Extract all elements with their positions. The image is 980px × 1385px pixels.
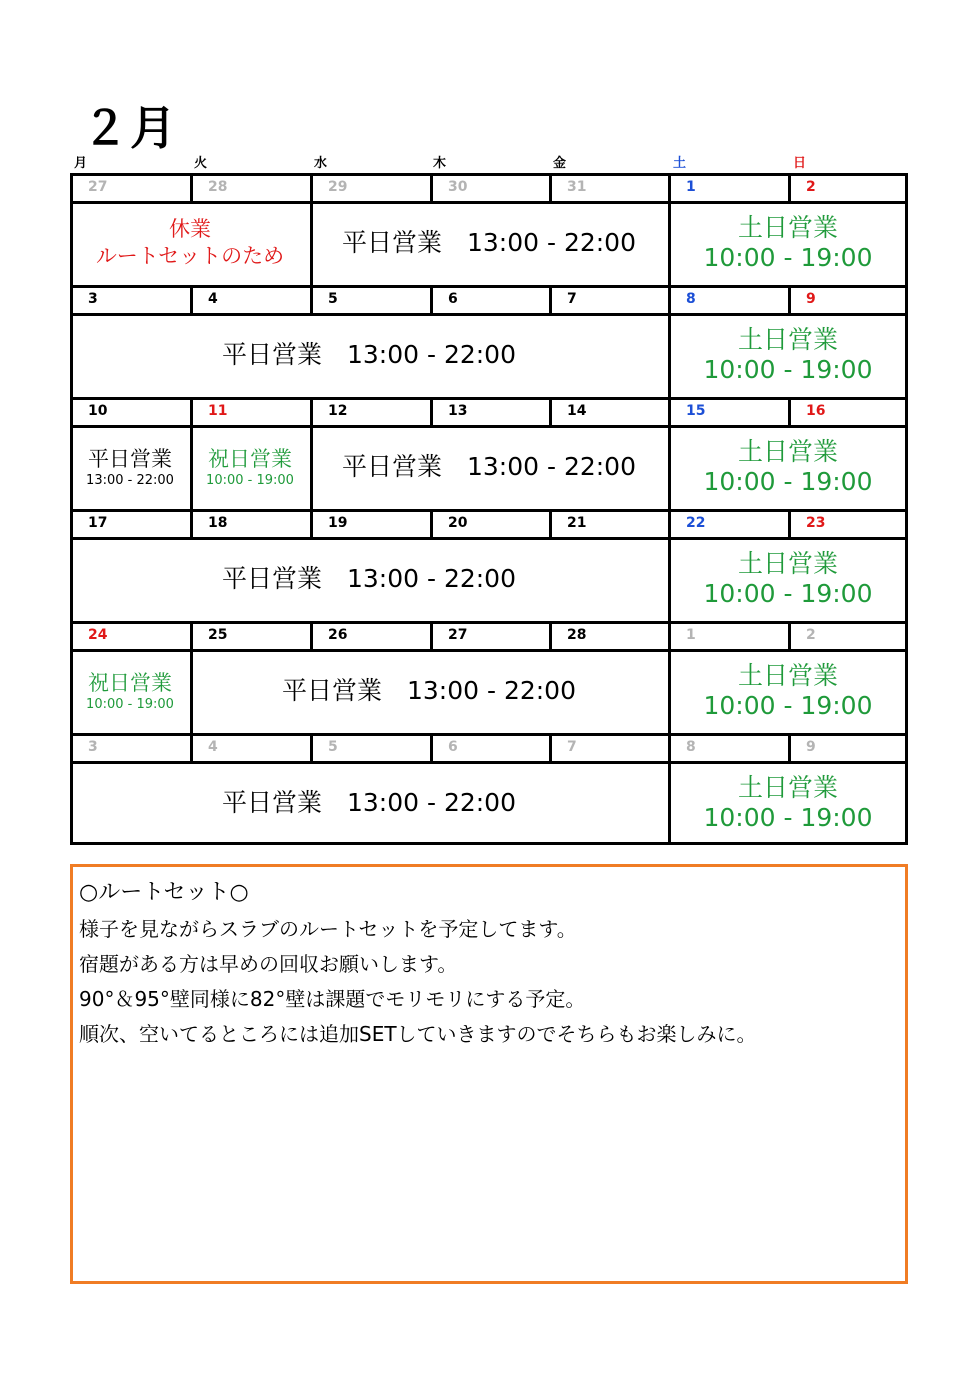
grid-line xyxy=(430,733,433,761)
date-number: 1 xyxy=(686,179,696,195)
schedule-hours: 10:00 - 19:00 xyxy=(703,579,873,608)
grid-line xyxy=(905,537,908,621)
date-number: 21 xyxy=(567,515,587,531)
date-number: 30 xyxy=(448,179,468,195)
grid-line xyxy=(788,285,791,313)
date-number: 5 xyxy=(328,291,338,307)
grid-line xyxy=(668,509,671,537)
grid-line xyxy=(70,842,908,845)
schedule-label: 土日営業 xyxy=(737,437,838,466)
grid-line xyxy=(905,509,908,537)
grid-line xyxy=(70,537,73,621)
schedule-block xyxy=(668,537,908,621)
grid-line xyxy=(430,397,433,425)
date-number: 31 xyxy=(567,179,587,195)
date-number: 13 xyxy=(448,403,468,419)
date-number: 23 xyxy=(806,515,826,531)
date-number: 22 xyxy=(686,515,706,531)
grid-line xyxy=(190,285,193,313)
schedule-block xyxy=(70,201,310,285)
date-number: 6 xyxy=(448,739,458,755)
schedule-block xyxy=(668,313,908,397)
schedule-block xyxy=(310,201,668,285)
date-number: 20 xyxy=(448,515,468,531)
notes-line: 90°＆95°壁同様に82°壁は課題でモリモリにする予定。 xyxy=(79,987,586,1011)
grid-line xyxy=(905,425,908,509)
grid-line xyxy=(668,425,671,509)
grid-line xyxy=(668,733,671,761)
notes-line: 順次、空いてるところには追加SETしていきますのでそちらもお楽しみに。 xyxy=(79,1022,757,1046)
weekday-thu: 木 xyxy=(433,156,447,171)
grid-line xyxy=(310,201,313,285)
grid-line xyxy=(905,621,908,649)
schedule-block xyxy=(70,761,668,845)
date-number: 6 xyxy=(448,291,458,307)
calendar-grid xyxy=(70,173,908,849)
date-number: 4 xyxy=(208,739,218,755)
schedule-label: 土日営業 xyxy=(737,213,838,242)
date-number: 3 xyxy=(88,739,98,755)
grid-line xyxy=(310,285,313,313)
page-title: ２月 xyxy=(82,101,178,155)
grid-line xyxy=(70,397,73,425)
grid-line xyxy=(788,397,791,425)
grid-line xyxy=(668,649,671,733)
date-number: 25 xyxy=(208,627,228,643)
grid-line xyxy=(430,509,433,537)
notes-line: 様子を見ながらスラブのルートセットを予定してます。 xyxy=(79,917,577,941)
date-number: 28 xyxy=(567,627,587,643)
schedule-label: 平日営業 13:00 - 22:00 xyxy=(341,452,636,481)
schedule-block xyxy=(668,761,908,845)
grid-line xyxy=(70,313,73,397)
schedule-block xyxy=(70,425,190,509)
date-number: 14 xyxy=(567,403,587,419)
schedule-hours: 10:00 - 19:00 xyxy=(86,697,174,712)
schedule-label: 土日営業 xyxy=(737,661,838,690)
date-number: 10 xyxy=(88,403,108,419)
grid-line xyxy=(70,509,73,537)
grid-line xyxy=(549,397,552,425)
date-number: 8 xyxy=(686,291,696,307)
grid-line xyxy=(905,285,908,313)
grid-line xyxy=(905,397,908,425)
date-number: 28 xyxy=(208,179,228,195)
schedule-hours: 10:00 - 19:00 xyxy=(703,691,873,720)
date-number: 4 xyxy=(208,291,218,307)
grid-line xyxy=(549,509,552,537)
grid-line xyxy=(190,733,193,761)
grid-line xyxy=(190,425,193,509)
grid-line xyxy=(70,733,73,761)
grid-line xyxy=(310,173,313,201)
grid-line xyxy=(668,201,671,285)
schedule-block xyxy=(190,425,310,509)
grid-line xyxy=(905,761,908,845)
schedule-block xyxy=(70,649,190,733)
grid-line xyxy=(70,201,908,204)
grid-line xyxy=(70,285,73,313)
grid-line xyxy=(668,313,671,397)
date-number: 19 xyxy=(328,515,348,531)
grid-line xyxy=(190,509,193,537)
date-number: 9 xyxy=(806,291,816,307)
grid-line xyxy=(70,621,73,649)
grid-line xyxy=(70,733,908,736)
date-number: 1 xyxy=(686,627,696,643)
notes-line: 宿題がある方は早めの回収お願いします。 xyxy=(79,952,458,976)
grid-line xyxy=(70,313,908,316)
schedule-block xyxy=(310,425,668,509)
grid-line xyxy=(788,509,791,537)
notes-title: ○ルートセット○ xyxy=(79,880,249,905)
grid-line xyxy=(70,649,908,652)
grid-line xyxy=(310,621,313,649)
date-number: 29 xyxy=(328,179,348,195)
schedule-hours: 10:00 - 19:00 xyxy=(703,467,873,496)
grid-line xyxy=(70,173,908,176)
grid-line xyxy=(788,621,791,649)
date-number: 27 xyxy=(88,179,108,195)
grid-line xyxy=(668,285,671,313)
grid-line xyxy=(70,761,908,764)
date-number: 17 xyxy=(88,515,108,531)
grid-line xyxy=(190,397,193,425)
grid-line xyxy=(430,285,433,313)
grid-line xyxy=(668,397,671,425)
weekday-wed: 水 xyxy=(314,156,328,171)
grid-line xyxy=(905,649,908,733)
grid-line xyxy=(905,173,908,201)
date-number: 16 xyxy=(806,403,826,419)
schedule-label: 祝日営業 xyxy=(88,671,172,695)
schedule-label: 平日営業 13:00 - 22:00 xyxy=(221,340,516,369)
grid-line xyxy=(788,173,791,201)
schedule-label: 休業 xyxy=(169,217,211,241)
grid-line xyxy=(549,285,552,313)
schedule-block xyxy=(190,649,668,733)
grid-line xyxy=(70,397,908,400)
schedule-label: 土日営業 xyxy=(737,549,838,578)
grid-line xyxy=(190,173,193,201)
date-number: 2 xyxy=(806,179,816,195)
date-number: 8 xyxy=(686,739,696,755)
grid-line xyxy=(70,201,73,285)
schedule-hours: ルートセットのため xyxy=(95,244,285,268)
schedule-label: 平日営業 xyxy=(88,447,172,471)
schedule-label: 平日営業 13:00 - 22:00 xyxy=(341,228,636,257)
grid-line xyxy=(668,621,671,649)
grid-line xyxy=(430,621,433,649)
grid-line xyxy=(70,761,73,845)
schedule-block xyxy=(70,313,668,397)
schedule-hours: 10:00 - 19:00 xyxy=(703,803,873,832)
grid-line xyxy=(549,621,552,649)
schedule-hours: 10:00 - 19:00 xyxy=(206,473,294,488)
grid-line xyxy=(905,313,908,397)
grid-line xyxy=(668,537,671,621)
grid-line xyxy=(70,509,908,512)
schedule-hours: 13:00 - 22:00 xyxy=(86,473,174,488)
date-number: 5 xyxy=(328,739,338,755)
grid-line xyxy=(70,425,908,428)
date-number: 15 xyxy=(686,403,706,419)
date-number: 11 xyxy=(208,403,228,419)
grid-line xyxy=(70,621,908,624)
date-number: 9 xyxy=(806,739,816,755)
grid-line xyxy=(70,285,908,288)
weekday-mon: 月 xyxy=(74,156,88,171)
grid-line xyxy=(430,173,433,201)
date-number: 7 xyxy=(567,739,577,755)
grid-line xyxy=(549,173,552,201)
schedule-label: 平日営業 13:00 - 22:00 xyxy=(281,676,576,705)
weekday-fri: 金 xyxy=(553,156,567,171)
weekday-tue: 火 xyxy=(194,156,208,171)
notes-box xyxy=(70,864,908,1284)
schedule-block xyxy=(668,201,908,285)
schedule-block xyxy=(668,649,908,733)
schedule-label: 平日営業 13:00 - 22:00 xyxy=(221,564,516,593)
date-number: 18 xyxy=(208,515,228,531)
date-number: 27 xyxy=(448,627,468,643)
grid-line xyxy=(70,173,73,201)
grid-line xyxy=(310,509,313,537)
grid-line xyxy=(190,621,193,649)
grid-line xyxy=(310,425,313,509)
grid-line xyxy=(70,425,73,509)
schedule-label: 祝日営業 xyxy=(208,447,292,471)
schedule-label: 平日営業 13:00 - 22:00 xyxy=(221,788,516,817)
weekday-sun: 日 xyxy=(793,156,807,171)
grid-line xyxy=(788,733,791,761)
grid-line xyxy=(668,173,671,201)
schedule-hours: 10:00 - 19:00 xyxy=(703,355,873,384)
grid-line xyxy=(190,649,193,733)
date-number: 2 xyxy=(806,627,816,643)
grid-line xyxy=(668,761,671,845)
grid-line xyxy=(549,733,552,761)
schedule-block xyxy=(70,537,668,621)
schedule-hours: 10:00 - 19:00 xyxy=(703,243,873,272)
grid-line xyxy=(310,397,313,425)
date-number: 7 xyxy=(567,291,577,307)
grid-line xyxy=(905,733,908,761)
date-number: 12 xyxy=(328,403,348,419)
weekday-sat: 土 xyxy=(673,156,687,171)
grid-line xyxy=(70,537,908,540)
date-number: 3 xyxy=(88,291,98,307)
schedule-label: 土日営業 xyxy=(737,325,838,354)
schedule-label: 土日営業 xyxy=(737,773,838,802)
date-number: 26 xyxy=(328,627,348,643)
schedule-block xyxy=(668,425,908,509)
grid-line xyxy=(310,733,313,761)
grid-line xyxy=(70,649,73,733)
date-number: 24 xyxy=(88,627,108,643)
grid-line xyxy=(905,201,908,285)
